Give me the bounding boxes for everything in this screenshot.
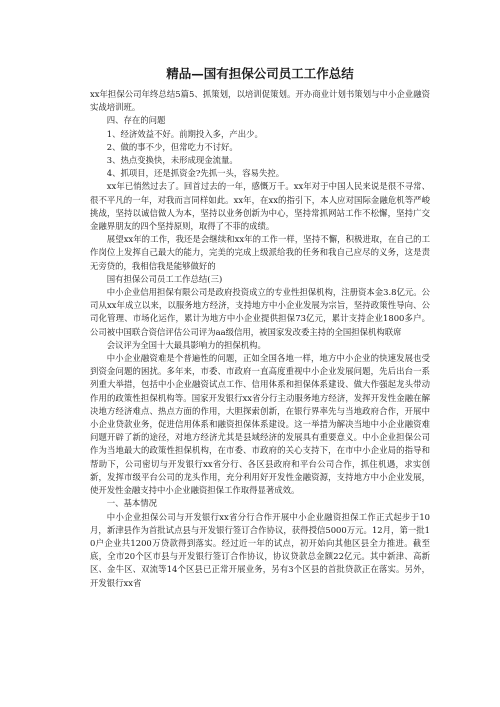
document-body bbox=[90, 88, 430, 590]
paragraph: 4、抓项目，还是抓资金?先抓一头，容易失控。 bbox=[106, 168, 285, 179]
paragraph: 四、存在的问题 bbox=[106, 115, 166, 126]
document-title: 精品—国有担保公司员工工作总结 bbox=[166, 66, 354, 81]
paragraph: 国有担保公司员工工作总结(三) bbox=[106, 273, 223, 284]
paragraph: 会议评为全国十大最具影响力的担保机构。 bbox=[106, 339, 266, 350]
paragraph: 2、做的事不少，但常吃力不讨好。 bbox=[106, 141, 238, 152]
paragraph: 1、经济效益不好。前期投入多，产出少。 bbox=[106, 128, 263, 139]
paragraph: xx年已悄然过去了。回首过去的一年，感慨万千。xx年对于中国人民来说是很不寻常、很不平凡的一年，对我而言同样如此。xx年，在xx的指引下，本人应对国际金融危机等严峻挑战，坚持以诚信做人为本，坚持以业务创新为中心，坚持常抓网站工作不松懈，坚持广交金融界朋友的四个坚持原则，取得了不菲的成绩。 bbox=[90, 181, 430, 232]
paragraph: 3、热点变换快，未形成现金流量。 bbox=[106, 155, 238, 166]
paragraph: 中小企业融资难是个普遍性的问题，正如全国各地一样，地方中小企业的快速发展也受到资金问题的困扰。多年来，市委、市政府一直高度重视中小企业发展问题，先后出台一系列重大举措，包括中小企业融资试点工作、信用体系和担保体系建设、做大作强起龙头带动作用的政策性担保机构等。国家开发银行xx省分行主动服务地方经济，发挥开发性金融在解决地方经济难点、热点方面的作用，大胆探索创新，在银行界率先与当地政府合作，开展中小企业贷款业务，促进信用体系和融资担保体系建设。这一举措为解决当地中小企业融资难问题开辟了新的途径，对地方经济尤其是县域经济的发展具有重要意义。中小企业担保公司作为当地最大的政策性担保机构，在市委、市政府的关心支持下，在市中小企业局的指导和帮助下，公司密切与开发银行xx省分行、各区县政府和平台公司合作，抓住机遇，求实创新，发挥市级平台公司的龙头作用，充分利用好开发性金融资源，支持地方中小企业发展，使开发性金融支持中小企业融资担保工作取得显著成效。 bbox=[90, 353, 430, 496]
paragraph: 中小企业信用担保有限公司是政府投资成立的专业性担保机构，注册资本金3.8亿元。公司从xx年成立以来，以服务地方经济，支持地方中小企业发展为宗旨，坚持政策性导向、公司化管理、市场化运作，累计为地方中小企业提供担保73亿元，累计支持企业1800多户。公司被中国联合资信评估公司评为aa级信用，被国家发改委主持的全国担保机构联席 bbox=[90, 287, 430, 337]
paragraph: xx年担保公司年终总结5篇5、抓策划，以培训促策划。开办商业计划书策划与中小企业融资实战培训班。 bbox=[90, 89, 430, 113]
paragraph: 中小企业担保公司与开发银行xx省分行合作开展中小企业融资担保工作正式起步于10月，新津县作为首批试点县与开发银行签订合作协议，获得授信5000万元。12月，第一批10户企业共1200万贷款得到落实。经过近一年的试点，初开始向其他区县全力推进。截至底，全市20个区市县与开发银行签订合作协议，协议贷款总金额22亿元。其中新津、高新区、金牛区、双流等14个区县已正常开展业务，另有3个区县的首批贷款正在落实。另外，开发银行xx省 bbox=[90, 511, 430, 588]
paragraph: 一、基本情况 bbox=[106, 498, 158, 509]
paragraph: 展望xx年的工作，我还是会继续和xx年的工作一样，坚持不懈，积极进取，在自己的工作岗位上发挥自己最大的能力，完美的完成上级派给我的任务和我自己应尽的义务，这是责无旁贷的，我相信我是能够做好的 bbox=[90, 234, 430, 271]
